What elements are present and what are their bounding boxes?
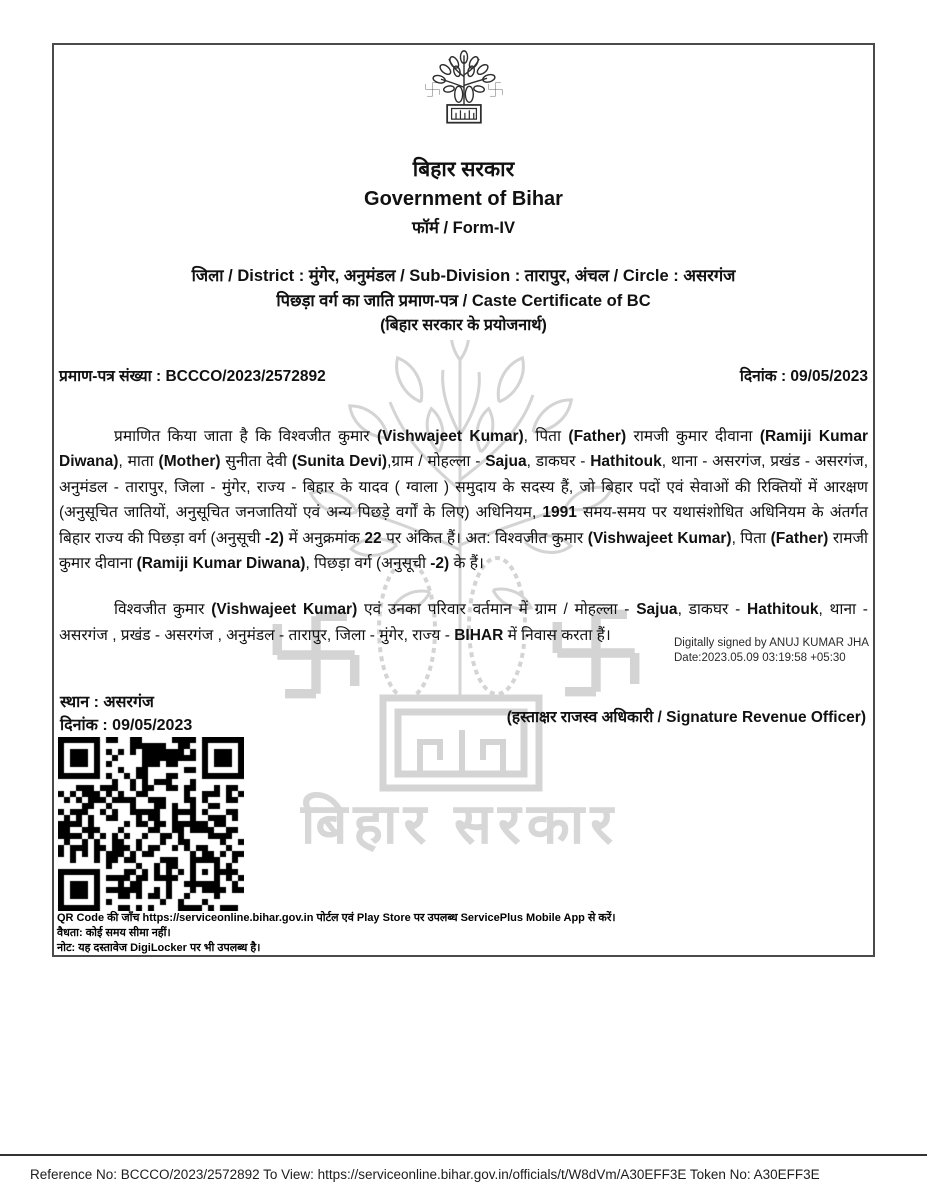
qr-code — [58, 737, 244, 911]
place-date-block — [60, 691, 192, 737]
watermark-text: बिहार सरकार — [300, 792, 620, 855]
qr-instructions-block — [57, 911, 616, 955]
digital-signature-line2: Date:2023.05.09 03:19:58 +05:30 — [674, 652, 846, 664]
qr-note-line3: नोट: यह दस्तावेज DigiLocker पर भी उपलब्ध है। — [57, 941, 261, 954]
header-emblem-row — [54, 50, 873, 133]
district-subdivision-circle-line: जिला / District : मुंगेर, अनुमंडल / Sub-Division : तारापुर, अंचल / Circle : असरगंज — [191, 267, 736, 285]
place-line: स्थान : असरगंज — [60, 694, 154, 711]
certificate-body-paragraph-2: विश्वजीत कुमार (Vishwajeet Kumar) एवं उनका परिवार वर्तमान में ग्राम / मोहल्ला - Sajua, डाकघर - Hathitouk, थाना - असरगंज , प्रखंड - असरगंज , अनुमंडल - तारापुर, जिला - मुंगेर, राज्य - BIHAR में निवास करता हैं। — [59, 601, 868, 644]
qr-note-line2: वैधता: कोई समय सीमा नहीं। — [57, 926, 171, 939]
issue-date: दिनांक : 09/05/2023 — [739, 368, 868, 385]
certificate-border-box — [52, 43, 875, 957]
certificate-purpose-line: (बिहार सरकार के प्रयोजनार्थ) — [380, 317, 547, 334]
certificate-body-paragraph-1: प्रमाणित किया जाता है कि विश्वजीत कुमार (Vishwajeet Kumar), पिता (Father) रामजी कुमार दीवाना (Ramiji Kumar Diwana), माता (Mother) सुनीता देवी (Sunita Devi),ग्राम / मोहल्ला - Sajua, डाकघर - Hathitouk, थाना - असरगंज, प्रखंड - असरगंज, अनुमंडल - तारापुर, जिला - मुंगेर, राज्य - बिहार के यादव ( ग्वाला ) समुदाय के सदस्य हैं, जो बिहार पदों एवं सेवाओं की रिक्तियों में आरक्षण (अनुसूचित जातियों, अनुसूचित जनजातियों एवं अन्य पिछड़े वर्गों के लिए) अधिनियम, 1991 समय-समय पर यथासंशोधित अधिनियम के अंतर्गत बिहार राज्य की पिछड़ा वर्ग (अनुसूची -2) में अनुक्रमांक 22 पर अंकित हैं। अत: विश्वजीत कुमार (Vishwajeet Kumar), पिता (Father) रामजी कुमार दीवाना (Ramiji Kumar Diwana), पिछड़ा वर्ग (अनुसूची -2) के हैं। — [59, 428, 868, 573]
revenue-officer-signature-line: (हस्ताक्षर राजस्व अधिकारी / Signature Revenue Officer) — [506, 709, 866, 726]
certificate-number: प्रमाण-पत्र संख्या : BCCCO/2023/2572892 — [59, 368, 326, 385]
certificate-title-line: पिछड़ा वर्ग का जाति प्रमाण-पत्र / Caste Certificate of BC — [276, 292, 651, 310]
bihar-emblem-icon — [418, 50, 510, 128]
gov-title-english: Government of Bihar — [364, 188, 563, 210]
form-number-line: फॉर्म / Form-IV — [412, 219, 515, 237]
gov-title-hindi: बिहार सरकार — [412, 158, 515, 181]
digital-signature-line1: Digitally signed by ANUJ KUMAR JHA — [674, 637, 869, 649]
footer-reference-line: Reference No: BCCCO/2023/2572892 To View: https://serviceonline.bihar.gov.in/officials/t/W8dVm/A30EFF3E Token No: A30EFF3E — [30, 1167, 820, 1182]
qr-note-line1: QR Code की जाँच https://serviceonline.bihar.gov.in पोर्टल एवं Play Store पर उपलब्ध ServicePlus Mobile App से करें। — [57, 912, 616, 924]
footer-divider — [0, 1154, 927, 1156]
qr-code-wrap — [58, 737, 244, 911]
certificate-meta-row — [54, 364, 873, 386]
digital-signature-block — [674, 636, 875, 666]
date-line: दिनांक : 09/05/2023 — [60, 717, 193, 734]
certificate-content — [54, 50, 873, 957]
